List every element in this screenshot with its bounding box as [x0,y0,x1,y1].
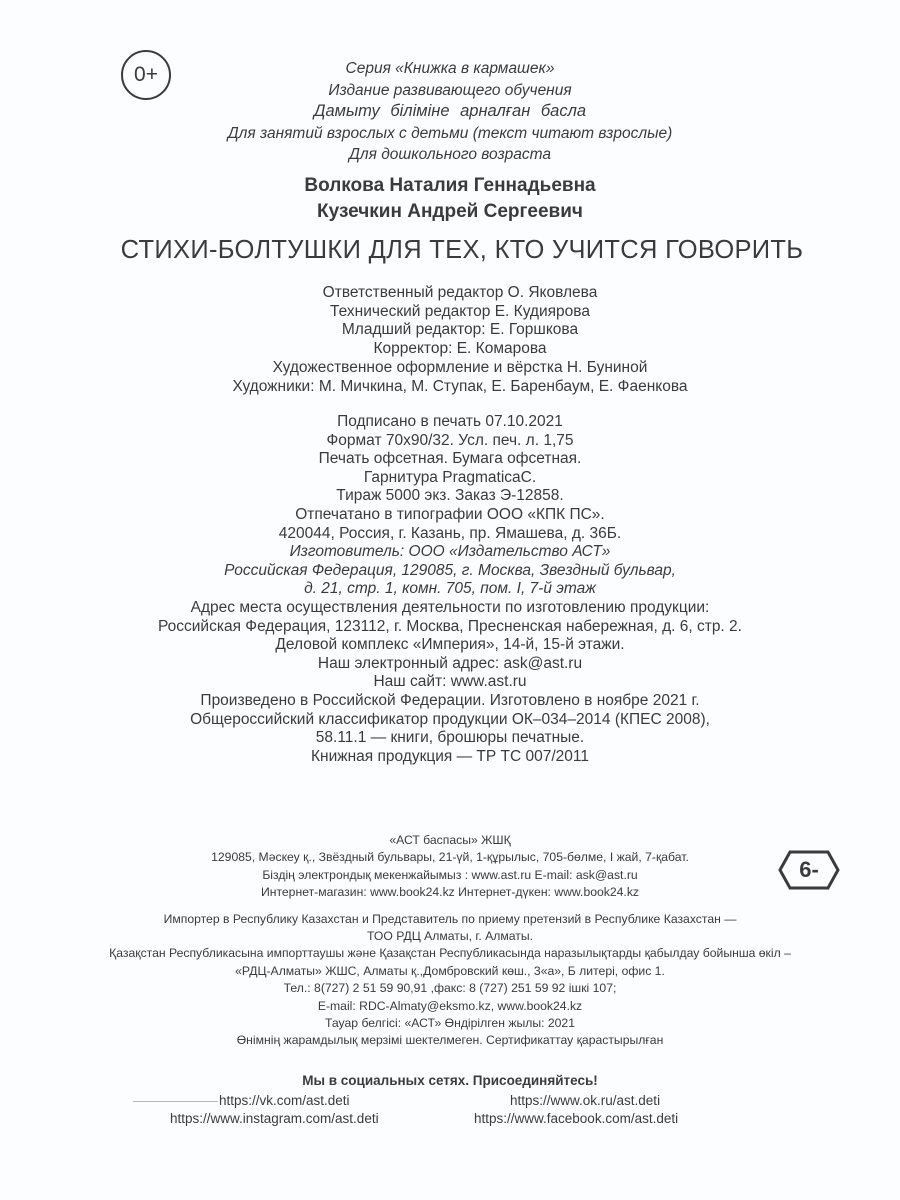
age-tag-badge [778,850,840,890]
imprint-line: Печать офсетная. Бумага офсетная. [318,450,582,468]
imprint-line: Формат 70х90/32. Усл. печ. л. 1,75 [326,431,574,449]
imprint-line: Российская Федерация, 123112, г. Москва, Пресненская набережная, д. 6, стр. 2. [158,617,742,635]
kazakh-line: E-mail: RDC-Almaty@eksmo.kz, www.book24.kz [317,998,583,1013]
divider [133,1101,218,1102]
imprint-line: Наш сайт: www.ast.ru [373,673,527,691]
series-info [0,58,900,166]
book-title: СТИХИ-БОЛТУШКИ ДЛЯ ТЕХ, КТО УЧИТСЯ ГОВОРИТЬ [120,236,804,264]
ok-link[interactable]: https://www.ok.ru/ast.deti [510,1093,661,1108]
kazakh-line: ТОО РДЦ Алматы, г. Алматы. [366,929,534,944]
credit-line: Художники: М. Мичкина, М. Ступак, Е. Баренбаум, Е. Фаенкова [232,377,688,395]
imprint-line: Деловой комплекс «Империя», 14-й, 15-й этажи. [275,636,625,654]
credit-line: Ответственный редактор О. Яковлева [322,284,598,301]
kazakh-line: Тауар белгісі: «АСТ» Өндірілген жылы: 2021 [325,1016,575,1031]
kazakh-line: 129085, Мәскеу қ., Звёздный бульвары, 21-үй, 1-құрылыс, 705-бөлме, I жай, 7-қабат. [211,850,689,865]
social-heading: Мы в социальных сетях. Присоединяйтесь! [302,1073,598,1088]
imprint-line: 58.11.1 — книги, брошюры печатные. [315,729,585,747]
imprint-line: Произведено в Российской Федерации. Изготовлено в ноябре 2021 г. [200,691,700,709]
series-line: Для занятий взрослых с детьми (текст читают взрослые) [227,124,673,142]
credit-line: Художественное оформление и вёрстка Н. Буниной [272,358,648,376]
series-line: Издание развивающего обучения [328,81,572,99]
imprint-line: Книжная продукция — ТР ТС 007/2011 [311,747,589,765]
kazakh-line: «РДЦ-Алматы» ЖШС, Алматы қ.,Домбровский көш., 3«а», Б литері, офис 1. [235,963,665,978]
kazakh-line: Тел.: 8(727) 2 51 59 90,91 ,факс: 8 (727) 251 59 92 ішкі 107; [283,981,617,996]
imprint-line: д. 21, стр. 1, комн. 705, пом. I, 7-й этаж [304,580,596,598]
author-name: Кузечкин Андрей Сергеевич [317,201,583,222]
imprint-line: Российская Федерация, 129085, г. Москва, Звездный бульвар, [224,561,676,579]
credit-line: Корректор: Е. Комарова [373,340,547,358]
credit-line: Младший редактор: Е. Горшкова [341,321,579,339]
kazakh-imprint [0,832,900,1050]
imprint-line: Общероссийский классификатор продукции ОК–034–2014 (КПЕС 2008), [190,710,710,728]
imprint-line: Тираж 5000 экз. Заказ Э-12858. [336,487,564,505]
print-details [0,413,900,766]
kazakh-line: «АСТ баспасы» ЖШҚ [389,833,511,847]
author-name: Волкова Наталия Геннадьевна [304,175,596,196]
imprint-line: Изготовитель: ООО «Издательство АСТ» [289,543,611,561]
series-line: Дамыту біліміне арналған басла [313,102,587,120]
credits [0,284,900,396]
imprint-line: Адрес места осуществления деятельности по изготовлению продукции: [190,598,710,616]
authors [0,173,900,225]
instagram-link[interactable]: https://www.instagram.com/ast.deti [170,1111,379,1126]
age-tag-label: 6- [799,857,819,882]
facebook-link[interactable]: https://www.facebook.com/ast.deti [474,1111,679,1126]
vk-link[interactable]: https://vk.com/ast.deti [219,1093,350,1108]
age-rating-badge: 0+ [121,50,171,100]
kazakh-line: Өнімнің жарамдылық мерзімі шектелмеген. Сертификаттау қарастырылған [236,1033,664,1048]
kazakh-line: Біздің электрондық мекенжайымыз : www.ast.ru E-mail: ask@ast.ru [262,867,638,882]
imprint-line: Отпечатано в типографии ООО «КПК ПС». [295,505,605,523]
series-line: Для дошкольного возраста [348,146,552,163]
imprint-line: Подписано в печать 07.10.2021 [337,413,563,430]
credit-line: Технический редактор Е. Кудиярова [330,302,590,320]
kazakh-line: Интернет-магазин: www.book24.kz Интернет-дүкен: www.book24.kz [260,885,640,900]
imprint-line: 420044, Россия, г. Казань, пр. Ямашева, д. 36Б. [278,524,622,542]
imprint-line: Наш электронный адрес: ask@ast.ru [317,654,583,672]
series-line: Серия «Книжка в кармашек» [345,60,555,77]
kazakh-line: Импортер в Республику Казахстан и Представитель по приему претензий в Республике Казахстан — [163,911,737,926]
kazakh-line: Қазақстан Республикасына импорттаушы және Қазақстан Республикасында наразылықтарды қабылдау бойынша өкіл – [109,946,791,961]
imprint-line: Гарнитура PragmaticaC. [363,468,537,486]
